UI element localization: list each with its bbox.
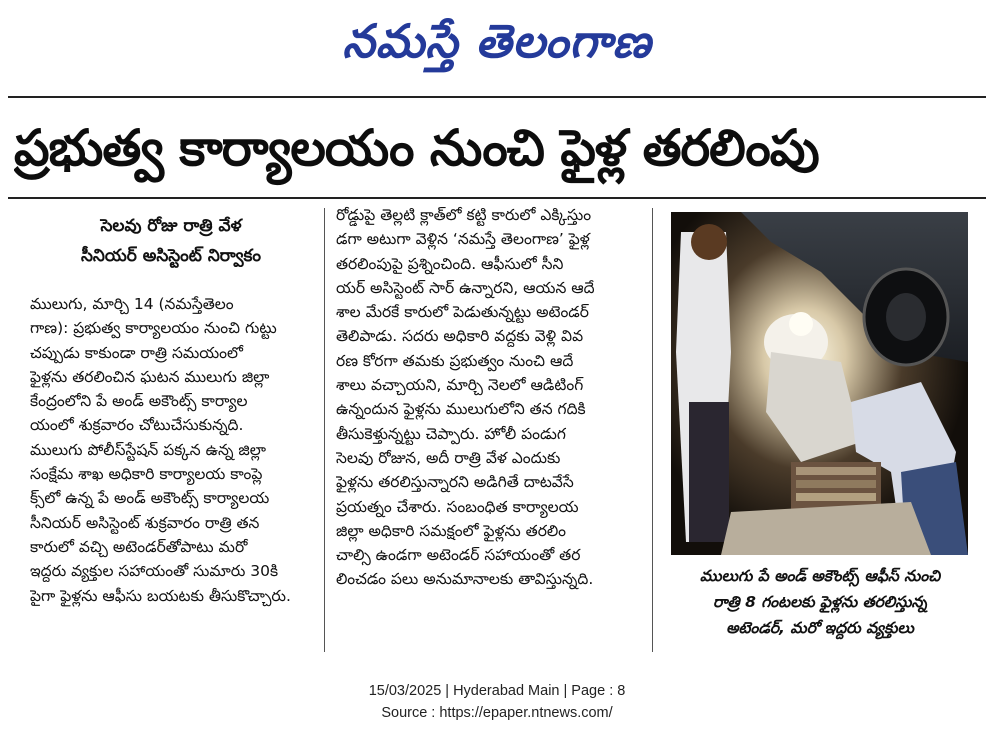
text-line: కారులో వచ్చి అటెండర్‌తోపాటు మరో	[30, 537, 248, 556]
subheading-line-2: సీనియర్ అసిస్టెంట్ నిర్వాకం	[80, 246, 261, 266]
top-divider	[8, 96, 986, 98]
text-line: ప్రయత్నం చేశారు. సంబంధిత కార్యాలయ	[336, 497, 579, 516]
article-headline: ప్రభుత్వ కార్యాలయం నుంచి ఫైళ్ల తరలింపు	[14, 119, 819, 177]
text-line: గాణ): ప్రభుత్వ కార్యాలయం నుంచి గుట్టు	[30, 319, 277, 338]
text-line: కేంద్రంలోని పే అండ్ అకౌంట్స్ కార్యాల	[30, 392, 248, 411]
text-line: యంలో శుక్రవారం చోటుచేసుకున్నది.	[30, 416, 244, 435]
text-line: క్స్‌లో ఉన్న పే అండ్ అకౌంట్స్ కార్యాలయ	[30, 489, 270, 508]
headline-divider	[8, 197, 986, 199]
text-line: సెలవు రోజున, అదీ రాత్రి వేళ ఎందుకు	[336, 448, 561, 467]
text-line: ఫైళ్లను తరలించిన ఘటన ములుగు జిల్లా	[30, 367, 270, 386]
text-line: తీసుకెళ్తున్నట్టు చెప్పారు. హోలీ పండుగ	[336, 424, 566, 443]
article-subheading	[30, 211, 312, 271]
text-line: ఉన్నందున ఫైళ్లను ములుగులోని తన గదికి	[336, 400, 586, 419]
caption-line-2: రాత్రి 8 గంటలకు ఫైళ్లను తరలిస్తున్న	[713, 593, 927, 611]
text-line: ఫైళ్లను తరలిస్తున్నారని అడిగితే దాటవేసే	[336, 473, 574, 492]
text-line: లించడం పలు అనుమానాలకు తావిస్తున్నది.	[336, 570, 594, 589]
photo-caption	[660, 563, 980, 641]
source-link[interactable]: Source : https://epaper.ntnews.com/	[381, 705, 613, 721]
caption-line-1: ములుగు పే అండ్ అకౌంట్స్ ఆఫీస్ నుంచి	[699, 567, 941, 585]
news-photo	[671, 212, 968, 555]
text-line: సంక్షేమ శాఖ అధికారి కార్యాలయ కాంప్లె	[30, 465, 263, 484]
text-line: రోడ్డుపై తెల్లటి క్లాత్‌లో కట్టి కారులో ఎక్కిస్తుం	[336, 206, 592, 224]
text-line: శాల మేరకే కారులో పెడుతున్నట్టు అటెండర్	[336, 303, 589, 322]
text-line: సీనియర్ అసిస్టెంట్ శుక్రవారం రాత్రి తన	[30, 513, 260, 532]
text-line: శాలు వచ్చాయని, మార్చి నెలలో ఆడిటింగ్	[336, 376, 584, 395]
text-line: జిల్లా అధికారి సమక్షంలో ఫైళ్లను తరలిం	[336, 521, 567, 540]
column-divider	[652, 208, 653, 652]
masthead-logo: నమస్తే తెలంగాణ	[342, 14, 652, 68]
text-line: డగా అటుగా వెళ్లిన ‘నమస్తే తెలంగాణ’ ఫైళ్ల	[336, 230, 590, 249]
caption-line-3: అటెండర్, మరో ఇద్దరు వ్యక్తులు	[726, 619, 914, 637]
text-line: ఇద్దరు వ్యక్తుల సహాయంతో సుమారు 30కి	[30, 562, 279, 581]
text-line: రణ కోరగా తమకు ప్రభుత్వం నుంచి ఆదే	[336, 351, 574, 370]
text-line: తరలింపుపై ప్రశ్నించింది. ఆఫీసులో సీని	[336, 254, 564, 273]
text-line: తెలిపాడు. సదరు అధికారి వద్దకు వెళ్లి వివ	[336, 327, 584, 346]
article-column-2	[336, 203, 640, 592]
text-line: ములుగు పోలీస్‌స్టేషన్ పక్కన ఉన్న జిల్లా	[30, 440, 266, 459]
subheading-line-1: సెలవు రోజు రాత్రి వేళ	[100, 216, 242, 236]
column-divider	[324, 208, 325, 652]
article-column-1	[30, 292, 312, 608]
edition-info: 15/03/2025 | Hyderabad Main | Page : 8	[368, 683, 626, 699]
text-line: యర్ అసిస్టెంట్ సార్ ఉన్నారని, ఆయన ఆదే	[336, 278, 595, 297]
text-line: చాల్సి ఉండగా అటెండర్ సహాయంతో తర	[336, 546, 581, 565]
text-line: ములుగు, మార్చి 14 (నమస్తేతెలం	[30, 295, 234, 313]
text-line: చప్పుడు కాకుండా రాత్రి సమయంలో	[30, 343, 243, 362]
page-footer	[0, 680, 994, 724]
text-line: పైగా ఫైళ్లను ఆఫీసు బయటకు తీసుకొచ్చారు.	[30, 586, 291, 605]
